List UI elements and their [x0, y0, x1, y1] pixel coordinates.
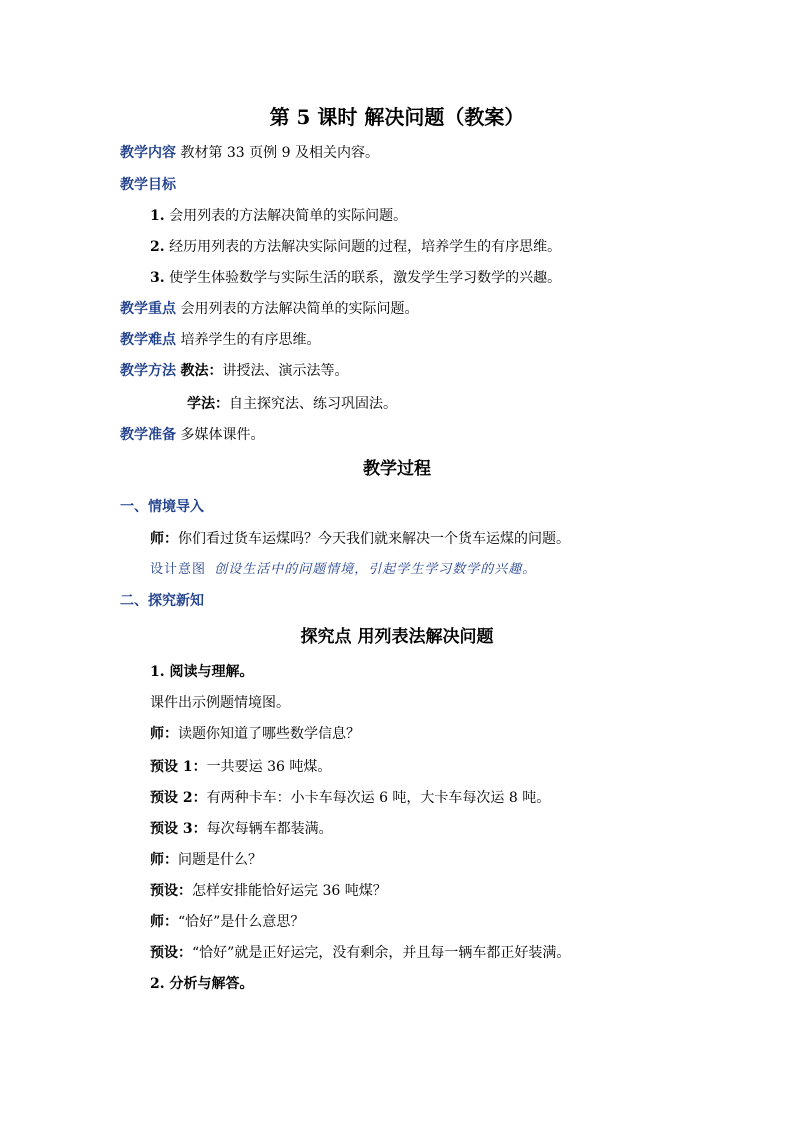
design-intent-row [150, 560, 536, 580]
speaker-label: 师： [150, 914, 178, 930]
dialog-line [150, 881, 387, 901]
dialog-text: 读题你知道了哪些数学信息？ [178, 726, 360, 742]
speaker-label: 预设： [150, 945, 192, 961]
courseware-line: 课件出示例题情境图。 [150, 695, 290, 711]
objective-number: 2. [150, 239, 165, 255]
page-title: 第 5 课时 解决问题（教案） [269, 105, 525, 129]
speaker-label: 预设 1： [150, 759, 207, 775]
objective-item [150, 206, 407, 226]
teaching-content-text: 教材第 33 页例 9 及相关内容。 [180, 145, 379, 161]
dialog-line [150, 788, 550, 808]
dialog-line [150, 943, 570, 963]
teach-method-label: 教法： [180, 363, 223, 379]
dialog-text: 怎样安排能恰好运完 36 吨煤？ [192, 883, 387, 899]
teaching-content-row [120, 143, 379, 163]
key-point-label: 教学重点 [120, 301, 176, 317]
step-heading: 2. 分析与解答。 [150, 976, 254, 992]
dialog-text: 有两种卡车：小卡车每次运 6 吨，大卡车每次运 8 吨。 [206, 790, 551, 806]
objective-number: 1. [150, 208, 165, 224]
speaker-label: 预设 2： [150, 790, 207, 806]
teach-method-text: 讲授法、演示法等。 [222, 363, 349, 379]
speaker-label: 师： [150, 852, 178, 868]
difficulty-text: 培养学生的有序思维。 [180, 332, 321, 348]
preparation-text: 多媒体课件。 [180, 427, 265, 443]
process-title: 教学过程 [363, 459, 431, 479]
section-heading: 二、探究新知 [120, 593, 204, 609]
dialog-line [150, 819, 333, 839]
teaching-content-label: 教学内容 [120, 145, 176, 161]
dialog-line [150, 757, 331, 777]
preparation-label: 教学准备 [120, 427, 176, 443]
speaker-label: 预设 3： [150, 821, 207, 837]
learn-method-text: 自主探究法、练习巩固法。 [229, 396, 397, 412]
dialog-text: 问题是什么？ [178, 852, 262, 868]
section-heading: 一、情境导入 [120, 499, 204, 515]
key-point-row [120, 299, 418, 319]
design-intent-label: 设计意图 [150, 562, 207, 577]
objective-text: 经历用列表的方法解决实际问题的过程，培养学生的有序思维。 [169, 239, 562, 255]
speaker-label: 预设： [150, 883, 192, 899]
dialog-text: “恰好”是什么意思？ [178, 914, 305, 930]
speaker-label: 师： [150, 726, 178, 742]
objective-text: 会用列表的方法解决简单的实际问题。 [169, 208, 408, 224]
dialog-line [150, 850, 262, 870]
dialog-line [150, 912, 304, 932]
explore-title: 探究点 用列表法解决问题 [300, 627, 494, 647]
methods-label: 教学方法 [120, 363, 176, 379]
learn-method-row [187, 394, 397, 414]
dialog-text: 一共要运 36 吨煤。 [206, 759, 332, 775]
teaching-objectives-label [120, 175, 176, 195]
objective-number: 3. [150, 270, 165, 286]
speaker-label: 师： [150, 531, 178, 547]
teaching-objectives-label-text: 教学目标 [120, 177, 176, 193]
step-heading: 1. 阅读与理解。 [150, 664, 254, 680]
preparation-row [120, 425, 264, 445]
dialog-text: “恰好”就是正好运完，没有剩余，并且每一辆车都正好装满。 [192, 945, 571, 961]
key-point-text: 会用列表的方法解决简单的实际问题。 [180, 301, 419, 317]
dialog-line [150, 529, 570, 549]
difficulty-row [120, 330, 320, 350]
dialog-text: 每次每辆车都装满。 [206, 821, 333, 837]
dialog-line [150, 724, 360, 744]
design-intent-text: 创设生活中的问题情境，引起学生学习数学的兴趣。 [214, 562, 537, 577]
dialog-text: 你们看过货车运煤吗？今天我们就来解决一个货车运煤的问题。 [178, 531, 570, 547]
objective-item [150, 268, 561, 288]
difficulty-label: 教学难点 [120, 332, 176, 348]
objective-text: 使学生体验数学与实际生活的联系，激发学生学习数学的兴趣。 [169, 270, 562, 286]
learn-method-label: 学法： [187, 396, 229, 412]
methods-row [120, 361, 348, 381]
objective-item [150, 237, 561, 257]
